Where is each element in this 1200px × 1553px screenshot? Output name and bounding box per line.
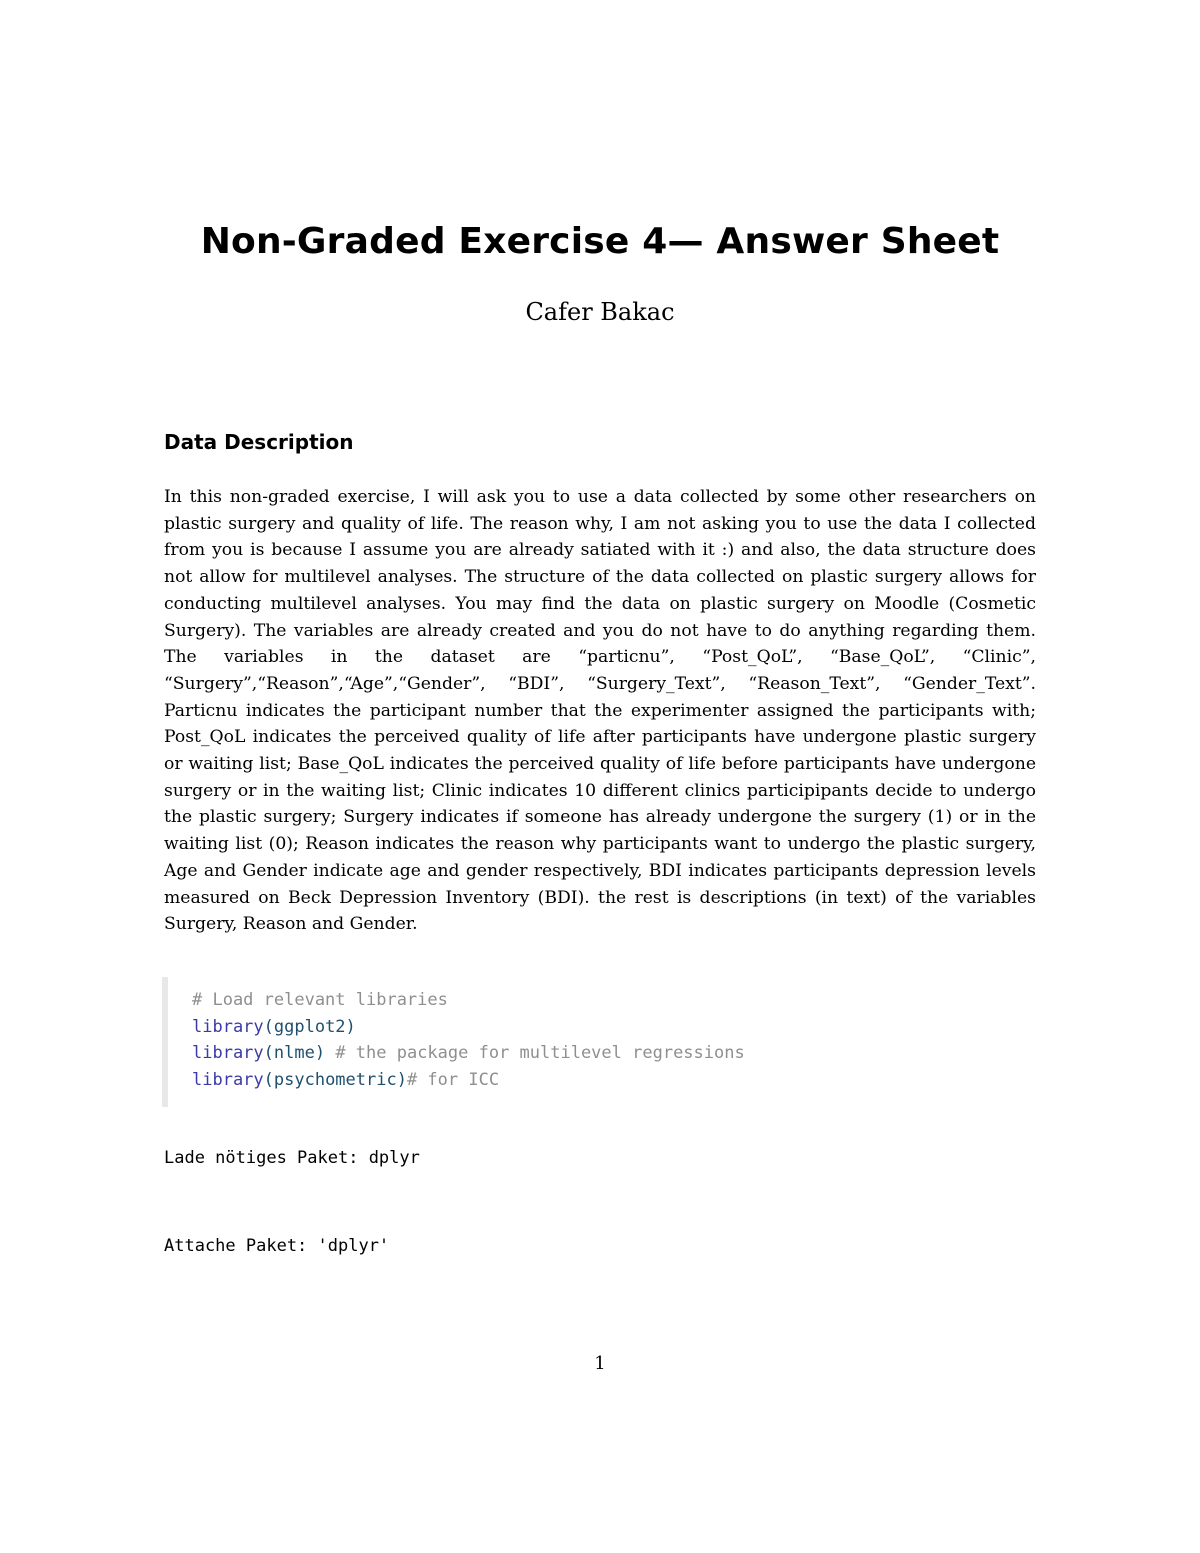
document-title: Non-Graded Exercise 4— Answer Sheet — [200, 221, 1000, 262]
code-function: library — [192, 1016, 264, 1037]
console-output-attach-package: Attache Paket: 'dplyr' — [164, 1236, 390, 1256]
code-line-2 — [192, 1014, 1022, 1041]
code-function: library — [192, 1043, 264, 1063]
code-line-3 — [192, 1040, 1022, 1067]
code-block — [162, 977, 1022, 1107]
code-argument: (nlme) — [263, 1043, 326, 1063]
code-argument: (psychometric) — [263, 1069, 407, 1090]
author-name: Cafer Bakac — [525, 298, 675, 326]
code-comment: # Load relevant libraries — [192, 990, 448, 1010]
data-description-paragraph: In this non-graded exercise, I will ask you to use a data collected by some other researchers on plastic surgery and quality of life. The reason why, I am not asking you to use the data I collected from you is because I assume you are already satiated with it :) and also, the data structure does not allow for multilevel analyses. The structure of the data collected on plastic surgery allows for conducting multilevel analyses. You may find the data on plastic surgery on Moodle (Cosmetic Surgery). The variables are already created and you do not have to do anything regarding them. The variables in the dataset are “particnu”, “Post_QoL”, “Base_QoL”, “Clinic”, “Surgery”,“Reason”,“Age”,“Gender”, “BDI”, “Surgery_Text”, “Reason_Text”, “Gender_Text”. Particnu indicates the participant number that the experimenter assigned the participants with; Post_QoL indicates the perceived quality of life after participants have undergone plastic surgery or waiting list; Base_QoL indicates the perceived quality of life before participants have undergone surgery or in the waiting list; Clinic indicates 10 different clinics participipants decide to undergo the plastic surgery; Surgery indicates if someone has already undergone the surgery (1) or in the waiting list (0); Reason indicates the reason why participants want to undergo the plastic surgery, Age and Gender indicate age and gender respectively, BDI indicates participants depression levels measured on Beck Depression Inventory (BDI). the rest is descriptions (in text) of the variables Surgery, Reason and Gender. — [164, 487, 1036, 935]
code-function: library — [192, 1069, 264, 1090]
code-argument: (ggplot2) — [263, 1016, 356, 1037]
section-heading-data-description: Data Description — [164, 430, 354, 454]
code-line-4 — [192, 1067, 1022, 1094]
code-line-1 — [192, 987, 1022, 1014]
console-output-load-package: Lade nötiges Paket: dplyr — [164, 1148, 420, 1168]
page-number: 1 — [594, 1353, 606, 1374]
code-comment: # the package for multilevel regressions — [325, 1043, 745, 1063]
code-comment: # for ICC — [406, 1069, 500, 1090]
